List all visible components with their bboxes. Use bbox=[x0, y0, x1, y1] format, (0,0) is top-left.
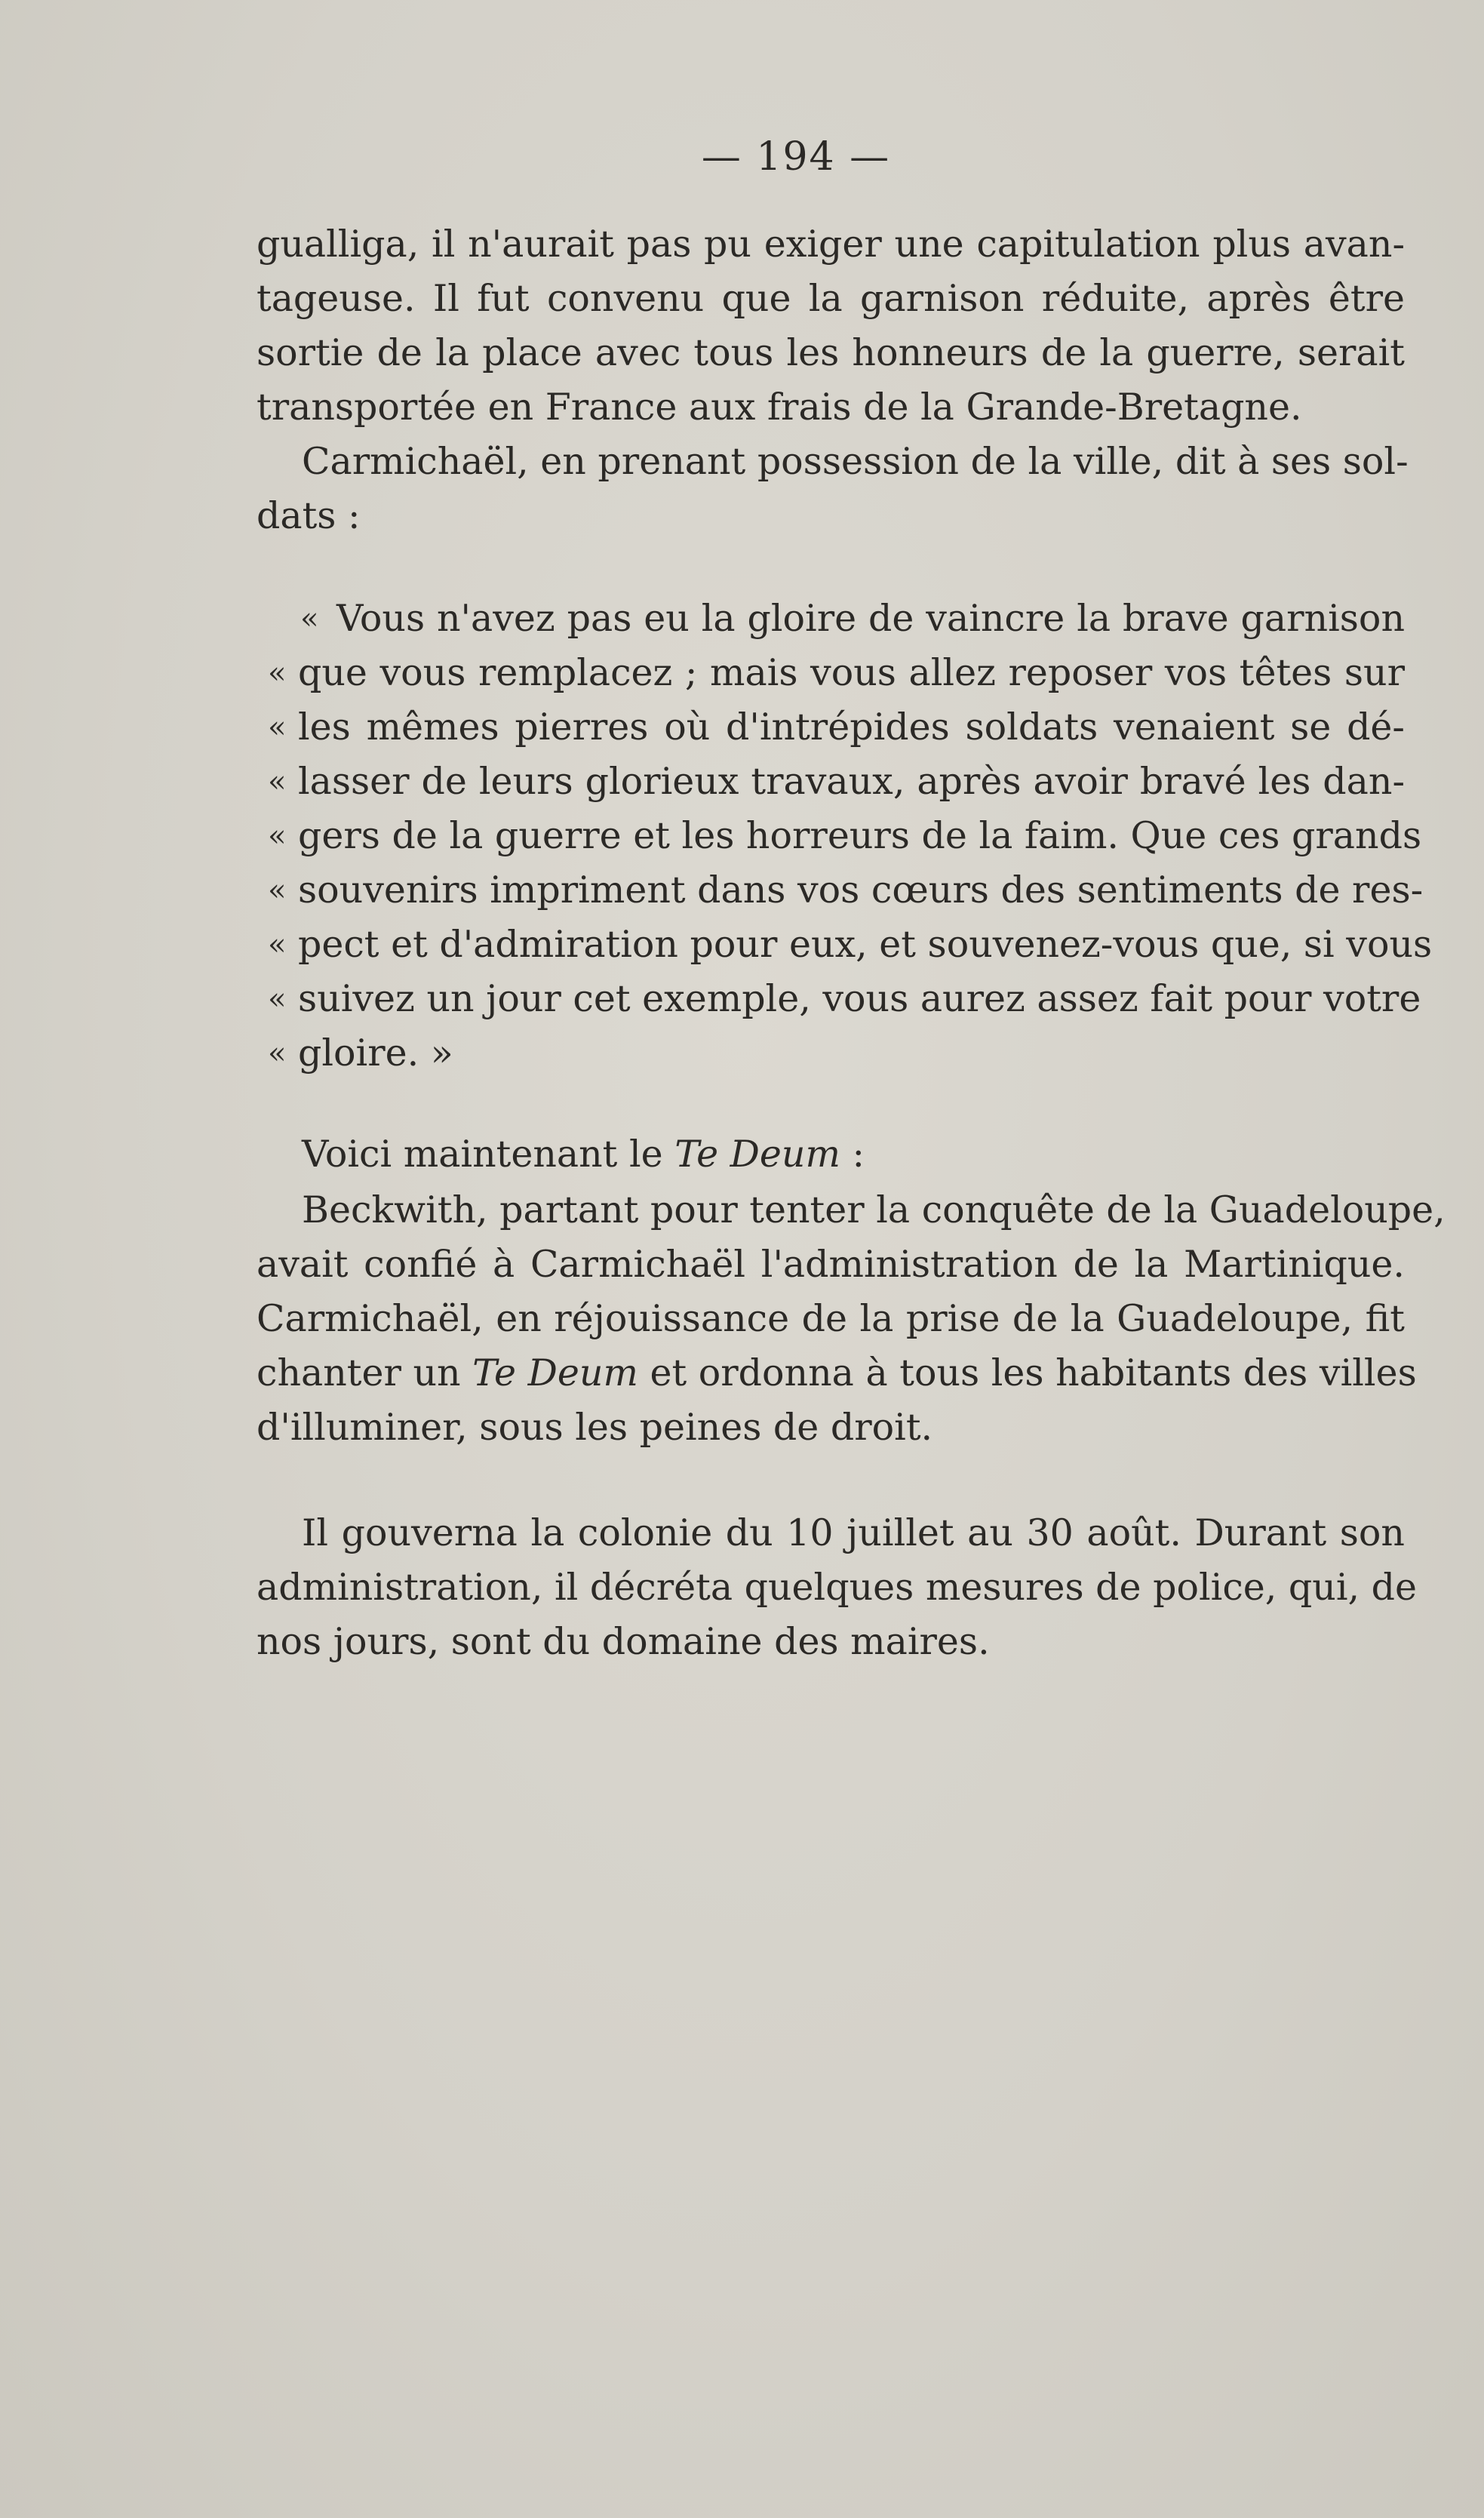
quote-mark: « bbox=[268, 927, 287, 962]
text-line bbox=[257, 1351, 1417, 1396]
quote-mark: « bbox=[268, 710, 287, 745]
quote-mark: « bbox=[268, 819, 287, 853]
text-fragment: Voici maintenant le bbox=[302, 1133, 675, 1176]
quote-line: les mêmes pierres où d'intrépides soldats venaient se dé- bbox=[298, 706, 1405, 749]
text-line: nos jours, sont du domaine des maires. bbox=[257, 1620, 990, 1663]
quote-line: souvenirs impriment dans vos cœurs des sentiments de res- bbox=[298, 869, 1424, 912]
text-line: dats : bbox=[257, 494, 361, 537]
page-number: — 194 — bbox=[701, 134, 891, 180]
text-line: Carmichaël, en prenant possession de la ville, dit à ses sol- bbox=[302, 440, 1409, 483]
text-line bbox=[302, 1132, 865, 1177]
quote-mark: « bbox=[300, 601, 319, 636]
text-line: d'illuminer, sous les peines de droit. bbox=[257, 1406, 933, 1449]
text-fragment: : bbox=[840, 1133, 865, 1176]
quote-mark: « bbox=[268, 982, 287, 1016]
quote-mark: « bbox=[268, 656, 287, 690]
quote-line: lasser de leurs glorieux travaux, après avoir bravé les dan- bbox=[298, 760, 1405, 803]
quote-mark: « bbox=[268, 873, 287, 908]
text-line: sortie de la place avec tous les honneurs de la guerre, serait bbox=[257, 331, 1405, 374]
quote-mark: « bbox=[268, 764, 287, 799]
quote-line: que vous remplacez ; mais vous allez reposer vos têtes sur bbox=[298, 651, 1405, 694]
quote-line: pect et d'admiration pour eux, et souvenez-vous que, si vous bbox=[298, 923, 1433, 966]
quote-line: suivez un jour cet exemple, vous aurez assez fait pour votre bbox=[298, 977, 1421, 1020]
quote-mark: « bbox=[268, 1036, 287, 1071]
text-line: tageuse. Il fut convenu que la garnison réduite, après être bbox=[257, 277, 1405, 320]
text-line: avait confié à Carmichaël l'administration de la Martinique. bbox=[257, 1243, 1405, 1286]
text-fragment: et ordonna à tous les habitants des villes bbox=[638, 1351, 1417, 1394]
quote-line: Vous n'avez pas eu la gloire de vaincre la brave garnison bbox=[336, 597, 1405, 640]
text-line: gualliga, il n'aurait pas pu exiger une capitulation plus avan- bbox=[257, 223, 1405, 266]
text-line: administration, il décréta quelques mesures de police, qui, de bbox=[257, 1566, 1418, 1609]
text-fragment: chanter un bbox=[257, 1351, 473, 1394]
text-line: Il gouverna la colonie du 10 juillet au 30 août. Durant son bbox=[302, 1511, 1405, 1554]
quote-line: gloire. » bbox=[298, 1031, 453, 1075]
text-line: Beckwith, partant pour tenter la conquête de la Guadeloupe, bbox=[302, 1188, 1446, 1231]
text-line: transportée en France aux frais de la Grande-Bretagne. bbox=[257, 386, 1302, 429]
quote-line: gers de la guerre et les horreurs de la faim. Que ces grands bbox=[298, 814, 1422, 857]
italic-title: Te Deum bbox=[674, 1133, 840, 1176]
text-line: Carmichaël, en réjouissance de la prise de la Guadeloupe, fit bbox=[257, 1297, 1405, 1340]
italic-title: Te Deum bbox=[472, 1351, 638, 1394]
